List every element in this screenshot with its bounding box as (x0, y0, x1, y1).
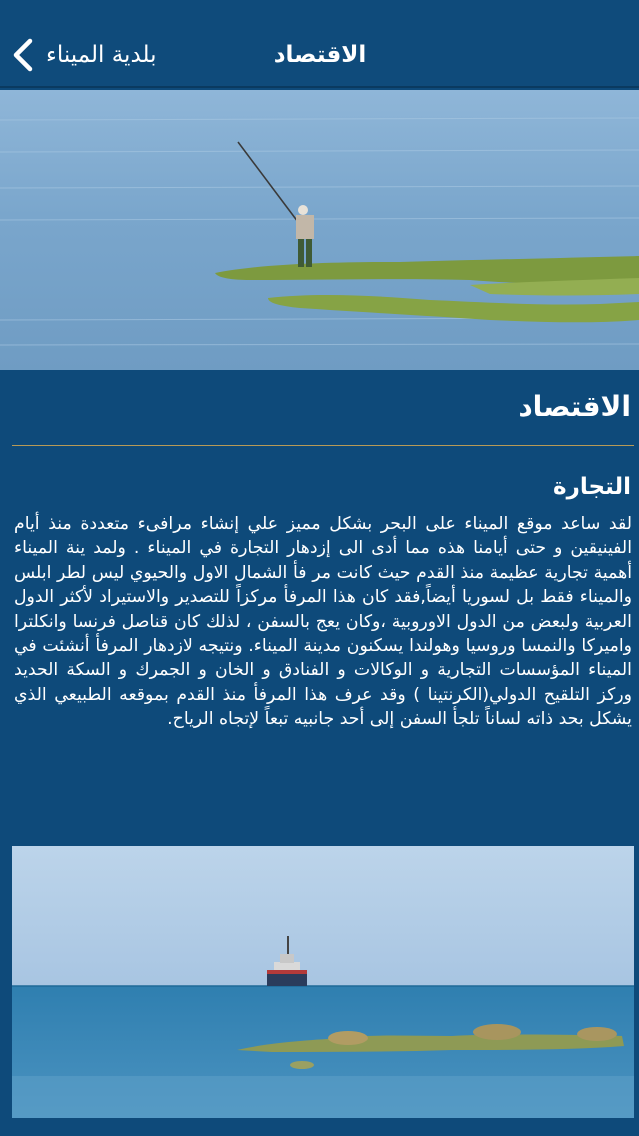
navigation-bar (0, 0, 639, 88)
article-subheading: التجارة (553, 474, 631, 500)
ship-photo (12, 846, 634, 1118)
chevron-left-icon (12, 38, 34, 72)
article-body: لقد ساعد موقع الميناء على البحر بشكل مميز علي إنشاء مرافىء متعددة منذ أيام الفينيقين و حتى أيامنا هذه مما أدى الى إزدهار التجارة في الميناء . ولمد ينة الميناء أهمية تجارية عظيمة منذ القدم حيث كانت مر فأ الشمال الاول والحيوي ليس لطر ابلس والميناء فقط بل لسوريا أيضاً,فقد كان هذا المرفأ مركزاً للتصدير والاستيراد لأكثر الدول العربية ولبعض من الدول الاوروبية ،وكان يعج بالسفن ، لذلك كان قناصل فرنسا وانكلترا واميركا والنمسا وروسيا وهولندا يسكنون مدينة الميناء. ونتيجه لازدهار المرفأ أنشئت في الميناء المؤسسات التجارية و الوكالات و الفنادق و الخان و الجمرك و السكة الحديد وركز التلقيح الدولي(الكرنتينا ) وقد عرف هذا المرفأ منذ القدم بموقعه الطبيعي الذي يشكل بحد ذاته لساناً تلجأ السفن إلى أحد جانبيه تبعاً لإتجاه الرياح. (14, 514, 632, 730)
title-divider (12, 445, 634, 446)
back-button[interactable] (12, 30, 157, 80)
hero-image (0, 90, 639, 370)
page-title: الاقتصاد (273, 42, 367, 68)
article-content (0, 370, 639, 1136)
back-button-label: بلدية الميناء (46, 42, 157, 68)
article-title: الاقتصاد (518, 390, 631, 423)
